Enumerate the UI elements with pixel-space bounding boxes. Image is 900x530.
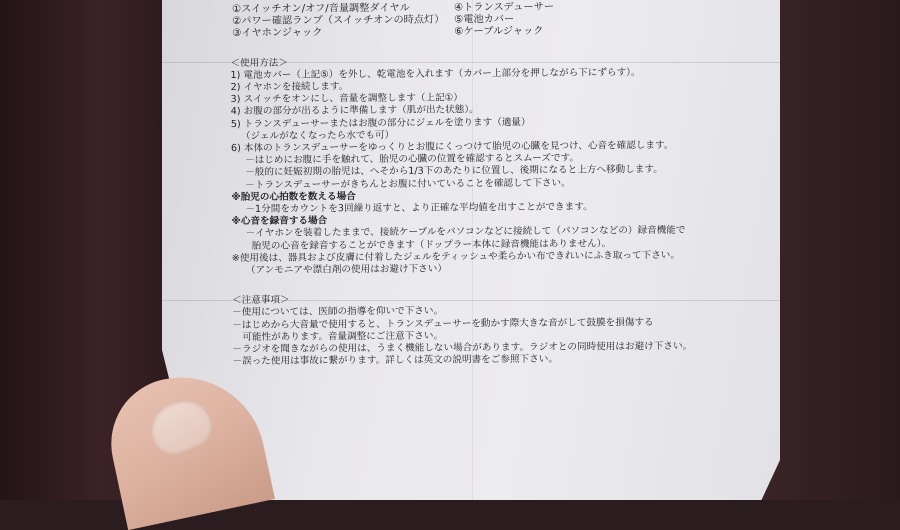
- usage-subheading: ※胎児の心拍数を数える場合: [231, 190, 356, 203]
- usage-line: 3) スイッチをオンにし、音量を調整します（上記①）: [230, 92, 463, 106]
- usage-heading: ＜使用方法＞: [230, 57, 289, 69]
- part-item: ⑤電池カバー: [454, 14, 515, 26]
- usage-line: －はじめにお腹に手を触れて、胎児の心臓の位置を確認するとスムーズです。: [245, 152, 579, 167]
- part-item: ③イヤホンジャック: [232, 27, 323, 40]
- notes-heading: ＜注意事項＞: [232, 294, 290, 307]
- usage-line: （ジェルがなくなったら水でも可）: [240, 129, 395, 142]
- document-text: [230, 1, 693, 369]
- notes-line: －使用については、医師の指導を仰いで下さい。: [232, 305, 444, 319]
- usage-line: －イヤホンを装着したままで、接続ケーブルをパソコンなどに接続して（パソコンなどの）録音機能で: [245, 225, 686, 240]
- notes-line: －はじめから大音量で使用すると、トランスデューサーを動かす際大きな音がして鼓膜を損傷する: [232, 316, 654, 331]
- usage-line: 2) イヤホンを接続します。: [230, 81, 349, 94]
- background-fabric-right: [760, 0, 900, 500]
- part-item: ②パワー確認ランプ（スイッチオンの時点灯）: [232, 14, 445, 28]
- notes-line: 可能性があります。音量調整にご注意下さい。: [242, 330, 444, 343]
- usage-line: （アンモニアや漂白剤の使用はお避け下さい）: [245, 263, 447, 276]
- part-item: ⑥ケーブルジャック: [454, 26, 544, 38]
- usage-line: 胎児の心音を録音することができます（ドップラー本体に録音機能はありません）。: [251, 238, 612, 252]
- part-item: ④トランスデューサー: [453, 1, 555, 14]
- notes-line: －ラジオを聞きながらの使用は、うまく機能しない場合があります。ラジオとの同時使用はお避け下さい。: [232, 340, 693, 356]
- usage-line: ※使用後は、器具および皮膚に付着したジェルをティッシュや柔らかい布できれいにふき取って下さい。: [231, 249, 681, 264]
- usage-line: －般的に妊娠初期の胎児は、へそから1/3下のあたりに位置し、後期になると上方へ移動します。: [245, 164, 663, 179]
- usage-line: －1分間をカウントを3回繰り返すと、より正確な平均値を出すことができます。: [245, 201, 593, 215]
- usage-line: 5) トランスデューサーまたはお腹の部分にジェルを塗ります（適量）: [230, 116, 531, 130]
- parts-list: [232, 1, 690, 41]
- usage-line: 1) 電池カバー（上記⑤）を外し、乾電池を入れます（カバー上部分を押しながら下にずらす）。: [230, 66, 641, 81]
- part-item: ①スイッチオン/オフ/音量調整ダイヤル: [231, 2, 410, 15]
- usage-line: 4) お腹の部分が出るように準備します（肌が出た状態）。: [230, 104, 479, 118]
- usage-subheading: ※心音を録音する場合: [231, 215, 328, 228]
- notes-line: －誤った使用は事故に繋がります。詳しくは英文の説明書をご参照下さい。: [232, 354, 558, 368]
- usage-line: 6) 本体のトランスデューサーをゆっくりとお腹にくっつけて胎児の心臓を見つけ、心音を確認します。: [230, 139, 674, 155]
- usage-line: －トランスデューサーがきちんとお腹に付いていることを確認して下さい。: [245, 177, 571, 191]
